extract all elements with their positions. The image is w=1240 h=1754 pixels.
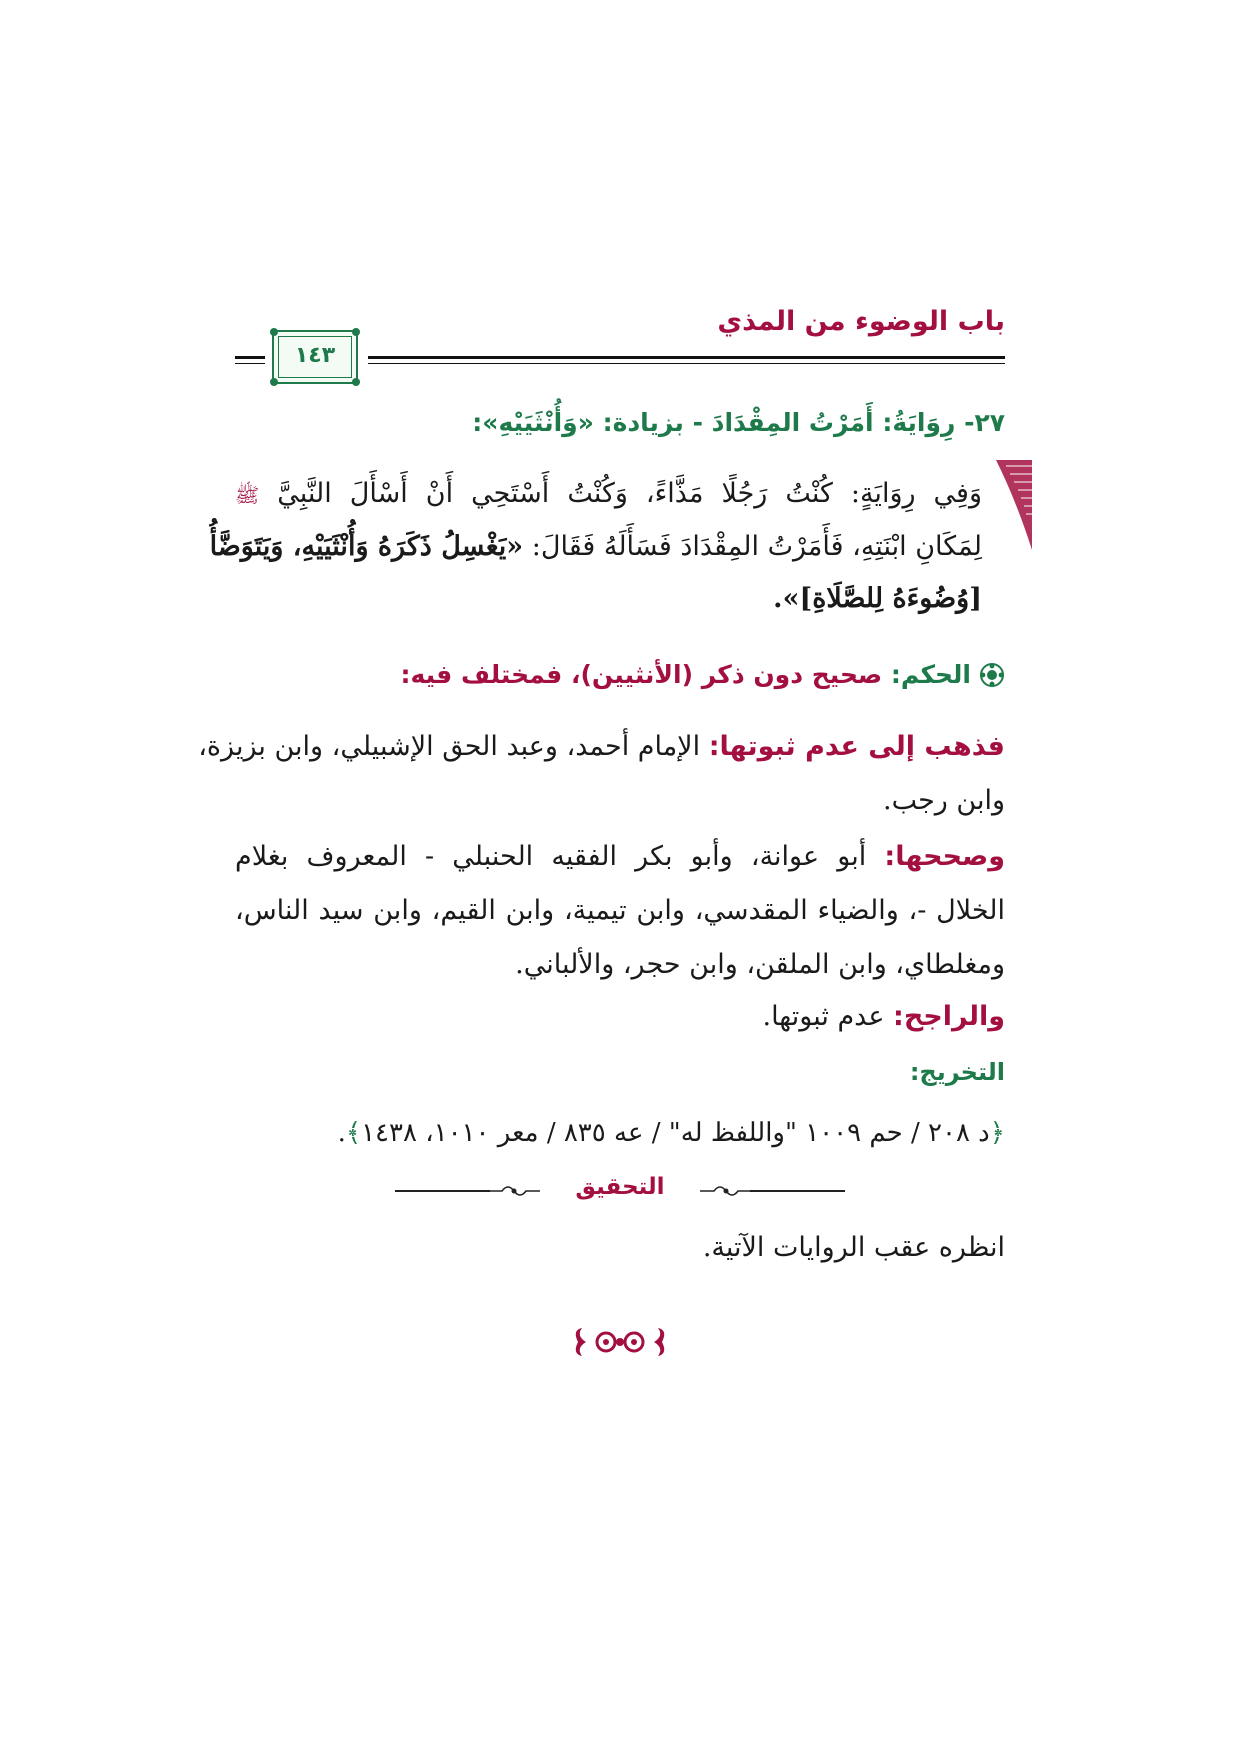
paragraph-preferred bbox=[235, 990, 1005, 1044]
narration-text: لِمَكَانِ ابْنَتِهِ، فَأَمَرْتُ المِقْدَادَ فَسَأَلَهُ فَقَالَ: bbox=[531, 531, 982, 562]
divider-flourish-icon bbox=[490, 1183, 540, 1199]
paragraph-text: الإمام أحمد، وعبد الحق الإشبيلي، وابن بزيزة، bbox=[198, 731, 701, 762]
ornate-bracket-close: ﴾ bbox=[345, 1118, 362, 1148]
paragraph-line bbox=[235, 830, 1005, 884]
takhrij-end: . bbox=[337, 1118, 346, 1148]
paragraph-text: أبو عوانة، وأبو بكر الفقيه الحنبلي - المعروف بغلام bbox=[235, 841, 867, 872]
hadith-heading: ٢٧- رِوَايَةُ: أَمَرْتُ المِقْدَادَ - بزيادة: «وَأُنْثَيَيْهِ»: bbox=[472, 408, 1005, 437]
takhrij-title: التخريج: bbox=[909, 1058, 1005, 1086]
paragraph-text: عدم ثبوتها. bbox=[762, 1001, 885, 1032]
paragraph-line: ومغلطاي، وابن الملقن، وابن حجر، والألباني. bbox=[515, 949, 1005, 980]
paragraph-rejectors bbox=[198, 720, 1005, 828]
paragraph-authenticators bbox=[235, 830, 1005, 992]
ruling-line bbox=[235, 660, 1005, 689]
narration-text: وَفِي رِوَايَةٍ: كُنْتُ رَجُلًا مَذَّاءً، وَكُنْتُ أَسْتَحِي أَنْ أَسْأَلَ النَّبِيَّ bbox=[277, 478, 982, 509]
divider-flourish-icon bbox=[700, 1183, 750, 1199]
tahqiq-title: التحقيق bbox=[575, 1174, 665, 1200]
narration-line bbox=[209, 521, 982, 573]
narration-line bbox=[235, 468, 982, 521]
paragraph-line: وابن رجب. bbox=[882, 785, 1005, 816]
tahqiq-text: انظره عقب الروايات الآتية. bbox=[702, 1232, 1005, 1263]
paragraph-line bbox=[198, 720, 1005, 774]
frame-corner-ornament bbox=[352, 328, 360, 336]
hadith-narration bbox=[209, 468, 982, 625]
prophetic-quote: «يَغْسِلُ ذَكَرَهُ وَأُنْثَيَيْهِ، وَيَتَوَضَّأُ bbox=[209, 531, 524, 562]
narration-line: [وُضُوءَهُ لِلصَّلَاةِ]». bbox=[773, 583, 982, 614]
corner-ornament-icon bbox=[996, 460, 1032, 550]
paragraph-lead: والراجح: bbox=[893, 1001, 1005, 1032]
paragraph-lead: وصححها: bbox=[884, 841, 1005, 872]
frame-corner-ornament bbox=[352, 378, 360, 386]
paragraph-lead: فذهب إلى عدم ثبوتها: bbox=[708, 731, 1005, 762]
end-ornament-icon bbox=[570, 1322, 670, 1362]
divider-line bbox=[750, 1190, 845, 1192]
ruling-text: صحيح دون ذكر (الأنثيين)، فمختلف فيه: bbox=[400, 660, 883, 689]
chapter-title: باب الوضوء من المذي bbox=[717, 306, 1005, 337]
takhrij-references bbox=[235, 1106, 1005, 1160]
page-number: ١٤٣ bbox=[294, 343, 336, 368]
frame-corner-ornament bbox=[270, 328, 278, 336]
section-divider bbox=[395, 1170, 845, 1210]
salutation-glyph: ﷺ bbox=[235, 483, 260, 507]
header-rule-left bbox=[235, 356, 265, 364]
divider-line bbox=[395, 1190, 490, 1192]
rosette-bullet-icon bbox=[979, 662, 1005, 688]
frame-corner-ornament bbox=[270, 378, 278, 386]
paragraph-line bbox=[235, 990, 1005, 1044]
page-number-frame bbox=[272, 330, 358, 384]
ornate-bracket-open: ﴿ bbox=[989, 1118, 1005, 1148]
takhrij-text: د ٢٠٨ / حم ١٠٠٩ "واللفظ له" / عه ٨٣٥ / معر ١٠١٠، ١٤٣٨ bbox=[361, 1118, 990, 1148]
header-rule bbox=[368, 356, 1005, 364]
paragraph-line: الخلال -، والضياء المقدسي، وابن تيمية، وابن القيم، وابن سيد الناس، bbox=[235, 895, 1005, 926]
ruling-label: الحكم: bbox=[890, 660, 971, 689]
